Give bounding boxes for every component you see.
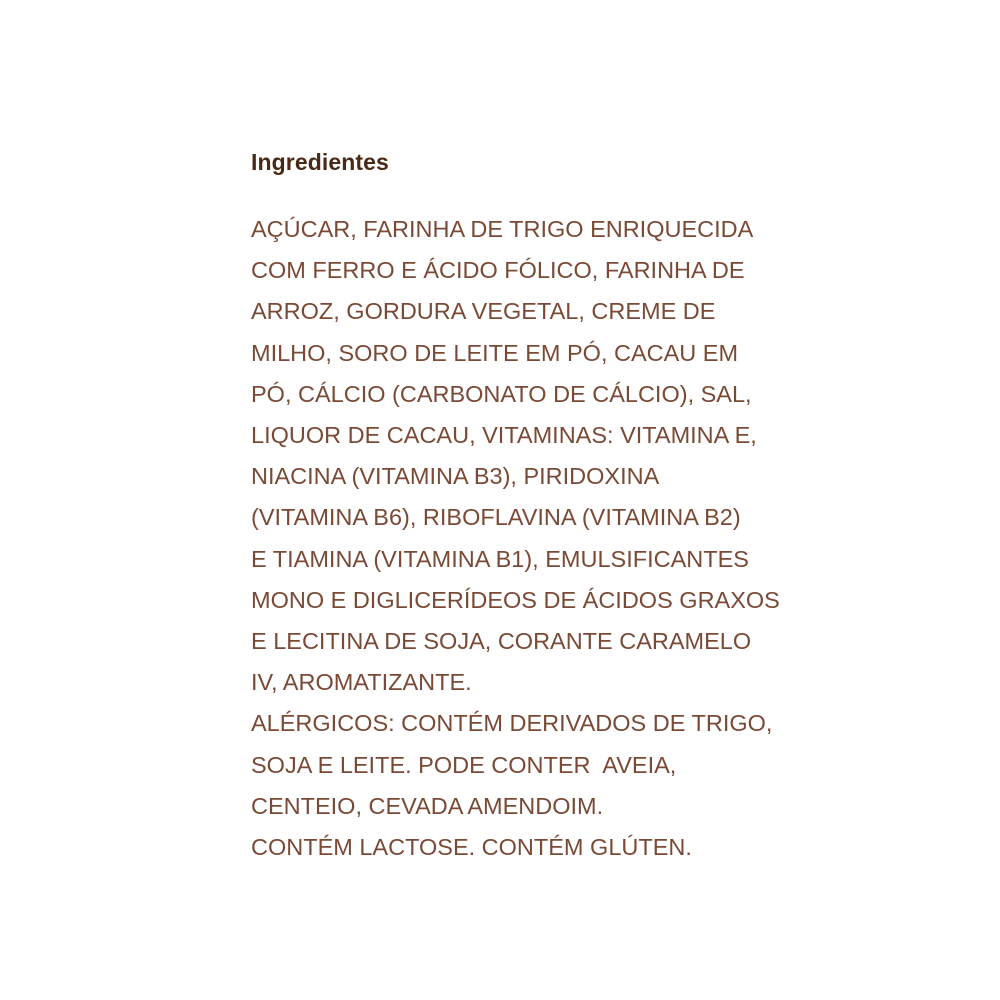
ingredients-line: E LECITINA DE SOJA, CORANTE CARAMELO — [251, 628, 752, 655]
ingredients-line: (VITAMINA B6), RIBOFLAVINA (VITAMINA B2) — [251, 504, 741, 531]
allergens-line: CENTEIO, CEVADA AMENDOIM. — [251, 792, 604, 819]
ingredients-line: IV, AROMATIZANTE. — [251, 669, 472, 696]
ingredients-line: ARROZ, GORDURA VEGETAL, CREME DE — [251, 298, 716, 325]
ingredients-panel — [251, 146, 780, 868]
ingredients-heading: Ingredientes — [251, 149, 389, 175]
ingredients-line: NIACINA (VITAMINA B3), PIRIDOXINA — [251, 463, 660, 490]
allergens-line: SOJA E LEITE. PODE CONTER AVEIA, — [251, 751, 677, 778]
ingredients-text — [251, 209, 780, 868]
ingredients-line: AÇÚCAR, FARINHA DE TRIGO ENRIQUECIDA — [251, 216, 754, 242]
ingredients-line: MONO E DIGLICERÍDEOS DE ÁCIDOS GRAXOS — [251, 586, 780, 613]
ingredients-line: PÓ, CÁLCIO (CARBONATO DE CÁLCIO), SAL, — [251, 380, 752, 407]
ingredients-line: MILHO, SORO DE LEITE EM PÓ, CACAU EM — [251, 339, 739, 366]
ingredients-line: COM FERRO E ÁCIDO FÓLICO, FARINHA DE — [251, 257, 745, 284]
lactose-gluten-line: CONTÉM LACTOSE. CONTÉM GLÚTEN. — [251, 834, 692, 861]
ingredients-line: LIQUOR DE CACAU, VITAMINAS: VITAMINA E, — [251, 422, 757, 449]
ingredients-line: E TIAMINA (VITAMINA B1), EMULSIFICANTES — [251, 545, 749, 572]
allergens-line: ALÉRGICOS: CONTÉM DERIVADOS DE TRIGO, — [251, 710, 773, 737]
